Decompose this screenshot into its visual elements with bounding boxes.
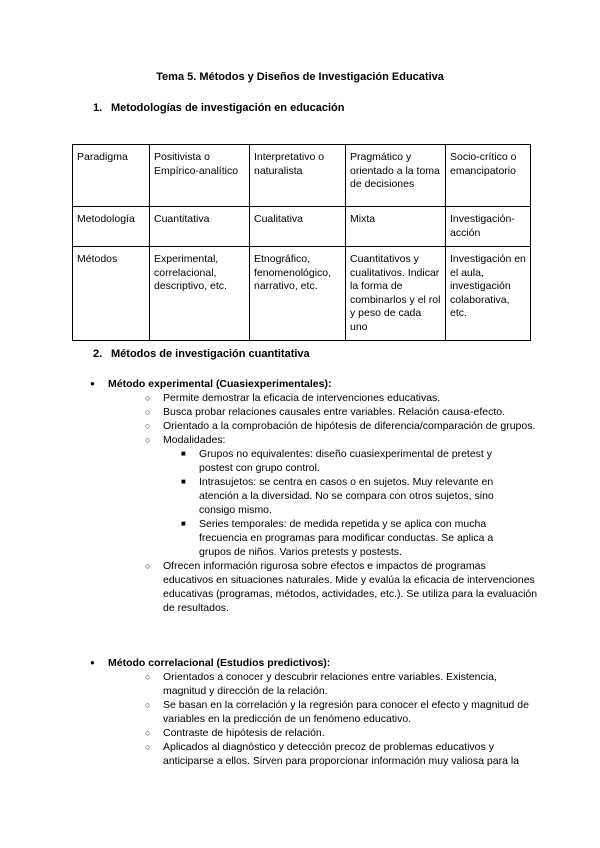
table-cell: Cuantitativa <box>150 207 250 247</box>
experimental-section <box>90 377 538 615</box>
list-item: ■ Series temporales: de medida repetida y se aplica con mucha frecuencia en programas para modificar conductas. Se aplica a grupos de niños. Varios pretests y postests. <box>181 517 520 559</box>
table-cell: Investigación-acción <box>446 207 531 247</box>
experimental-heading <box>90 377 538 615</box>
list-item: ○ Aplicados al diagnóstico y detección precoz de problemas educativos y anticiparse a ellos. Sirven para proporcionar información muy valiosa para la <box>145 740 538 768</box>
table-cell: Cuantitativos y cualitativos. Indicar la forma de combinarlos y el rol y peso de cada uno <box>346 247 446 341</box>
modalidades-label: Modalidades: <box>163 434 226 446</box>
table-cell: Paradigma <box>73 145 150 207</box>
paradigm-table <box>72 144 531 341</box>
table-cell: Mixta <box>346 207 446 247</box>
list-item: ○ Se basan en la correlación y la regresión para conocer el efecto y magnitud de variables en la predicción de un fenómeno educativo. <box>145 698 538 726</box>
table-cell: Socio-crítico o emancipatorio <box>446 145 531 207</box>
experimental-heading-text: Método experimental (Cuasiexperimentales): <box>108 378 332 390</box>
section-2-number: 2. <box>93 348 103 360</box>
list-item: ○ Orientados a conocer y descubrir relaciones entre variables. Existencia, magnitud y dirección de la relación. <box>145 670 538 698</box>
table-cell: Experimental, correlacional, descriptivo, etc. <box>150 247 250 341</box>
modalidades-list <box>163 447 538 559</box>
table-cell: Cualitativa <box>250 207 346 247</box>
table-cell: Metodología <box>73 207 150 247</box>
list-item <box>145 433 538 559</box>
table-cell: Investigación en el aula, investigación colaborativa, etc. <box>446 247 531 341</box>
table-cell: Positivista o Empírico-analítico <box>150 145 250 207</box>
section-2-text: Métodos de investigación cuantitativa <box>111 348 310 360</box>
experimental-list <box>108 391 538 615</box>
list-item: ■ Intrasujetos: se centra en casos o en sujetos. Muy relevante en atención a la diversidad. No se compara con otros sujetos, sino consigo mismo. <box>181 475 520 517</box>
list-item: ■ Grupos no equivalentes: diseño cuasiexperimental de pretest y postest con grupo control. <box>181 447 520 475</box>
table-row <box>73 207 531 247</box>
list-item: ○ Contraste de hipótesis de relación. <box>145 726 538 740</box>
list-item: ○ Ofrecen información rigurosa sobre efectos e impactos de programas educativos en situaciones naturales. Mide y evalúa la eficacia de intervenciones educativas (programas, métodos, actividades, etc.). Se utiliza para la evaluación de resultados. <box>145 559 538 615</box>
table-cell: Pragmático y orientado a la toma de decisiones <box>346 145 446 207</box>
section-2-heading <box>93 348 310 360</box>
table-cell: Métodos <box>73 247 150 341</box>
correlacional-list <box>108 670 538 768</box>
correlacional-heading-text: Método correlacional (Estudios predictivos): <box>108 657 331 669</box>
table-row <box>73 247 531 341</box>
table-cell: Etnográfico, fenomenológico, narrativo, etc. <box>250 247 346 341</box>
list-item: ○ Orientado a la comprobación de hipótesis de diferencia/comparación de grupos. <box>145 419 538 433</box>
document-title: Tema 5. Métodos y Diseños de Investigación Educativa <box>156 71 444 83</box>
section-1-number: 1. <box>93 102 103 114</box>
table-row <box>73 145 531 207</box>
section-1-heading <box>93 102 345 114</box>
correlacional-heading <box>90 656 538 768</box>
list-item: ○ Permite demostrar la eficacia de intervenciones educativas. <box>145 391 538 405</box>
section-1-text: Metodologías de investigación en educación <box>111 102 345 114</box>
correlacional-section <box>90 656 538 768</box>
table-cell: Interpretativo o naturalista <box>250 145 346 207</box>
list-item: ○ Busca probar relaciones causales entre variables. Relación causa-efecto. <box>145 405 538 419</box>
